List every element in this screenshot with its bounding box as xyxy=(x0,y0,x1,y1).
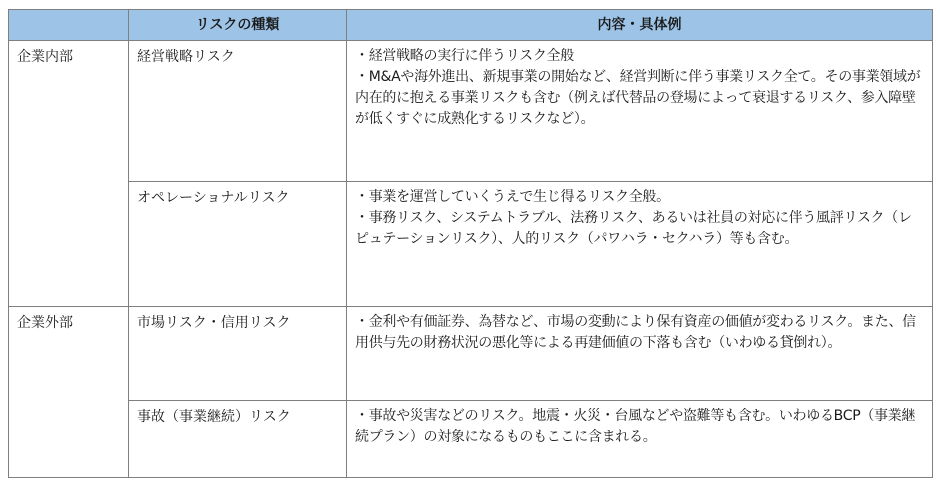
table-row xyxy=(9,307,933,401)
content-line: ・金利や有価証券、為替など、市場の変動により保有資産の価値が変わるリスク。また、信用供与先の財務状況の悪化等による再建価値の下落も含む（いわゆる貸倒れ）。 xyxy=(355,314,916,351)
risk-content-cell xyxy=(347,307,933,401)
table-row xyxy=(9,41,933,182)
header-cell-content: 内容・具体例 xyxy=(347,10,933,41)
risk-type-cell: 市場リスク・信用リスク xyxy=(129,307,347,401)
risk-table-container xyxy=(8,9,932,478)
group-label-external: 企業外部 xyxy=(9,307,129,478)
table-row xyxy=(9,401,933,478)
risk-type-cell: 経営戦略リスク xyxy=(129,41,347,182)
content-line: ・事業を運営していくうえで生じ得るリスク全般。 xyxy=(355,189,670,205)
table-row xyxy=(9,182,933,307)
group-label-internal: 企業内部 xyxy=(9,41,129,307)
risk-type-cell: オペレーショナルリスク xyxy=(129,182,347,307)
content-line: ・事務リスク、システムトラブル、法務リスク、あるいは社員の対応に伴う風評リスク（レピュテーションリスク）、人的リスク（パワハラ・セクハラ）等も含む。 xyxy=(355,210,912,247)
risk-content-cell xyxy=(347,41,933,182)
risk-content-cell xyxy=(347,401,933,478)
table-header-row xyxy=(9,10,933,41)
risk-type-cell: 事故（事業継続）リスク xyxy=(129,401,347,478)
content-line: ・事故や災害などのリスク。地震・火災・台風などや盗難等も含む。いわゆるBCP（事業継続プラン）の対象になるものもここに含まれる。 xyxy=(355,408,916,445)
header-cell-risk-type: リスクの種類 xyxy=(129,10,347,41)
content-line: ・M&Aや海外進出、新規事業の開始など、経営判断に伴う事業リスク全て。その事業領域が内在的に抱える事業リスクも含む（例えば代替品の登場によって衰退するリスク、参入障壁が低くすぐに成熟化するリスクなど）。 xyxy=(355,69,921,127)
risk-table xyxy=(8,9,933,478)
content-line: ・経営戦略の実行に伴うリスク全般 xyxy=(355,48,574,64)
risk-content-cell xyxy=(347,182,933,307)
header-cell-group xyxy=(9,10,129,41)
